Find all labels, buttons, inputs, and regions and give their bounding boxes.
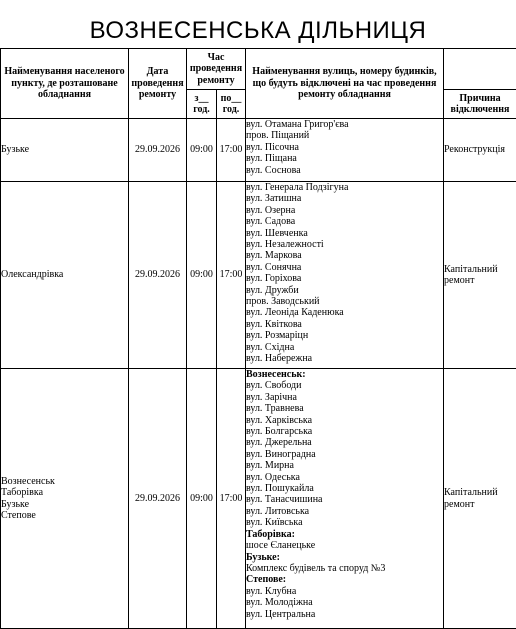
street-name: пров. Піщаний <box>246 130 443 141</box>
header-settlement-line: пункту, де розташоване <box>1 78 128 90</box>
settlement-name: Вознесенськ <box>1 476 128 487</box>
settlement-name: Таборівка <box>1 487 128 498</box>
street-name: вул. Озерна <box>246 205 443 216</box>
street-name: вул. Танасчишина <box>246 494 443 505</box>
street-name: вул. Одеська <box>246 472 443 483</box>
streets-cell <box>246 369 444 629</box>
date-cell: 29.09.2026 <box>129 119 187 182</box>
street-name: вул. Затишна <box>246 193 443 204</box>
street-name: вул. Леоніда Каденюка <box>246 307 443 318</box>
header-time <box>187 49 246 90</box>
street-name: вул. Квіткова <box>246 319 443 330</box>
time-from-cell: 09:00 <box>187 119 217 182</box>
reason-cell <box>444 119 516 182</box>
street-name: вул. Травнева <box>246 403 443 414</box>
street-name: вул. Мирна <box>246 460 443 471</box>
header-settlement-line: обладнання <box>1 89 128 101</box>
street-group-heading: Бузьке: <box>246 552 443 563</box>
reason-text: ремонт <box>444 275 516 286</box>
reason-cell <box>444 369 516 629</box>
reason-text: ремонт <box>444 499 516 510</box>
street-name: вул. Молодіжна <box>246 597 443 608</box>
header-time-line: Час <box>187 52 245 64</box>
street-name: вул. Соснова <box>246 165 443 176</box>
street-name: вул. Східна <box>246 342 443 353</box>
street-name: вул. Набережна <box>246 353 443 364</box>
settlement-name: Олександрівка <box>1 269 128 280</box>
reason-text: Реконструкція <box>444 144 516 155</box>
street-name: вул. Піщана <box>246 153 443 164</box>
header-date <box>129 49 187 119</box>
header-from <box>187 90 217 119</box>
settlement-name: Бузьке <box>1 499 128 510</box>
header-from-line: год. <box>187 104 216 116</box>
settlement-name: Степове <box>1 510 128 521</box>
street-name: шосе Єланецьке <box>246 540 443 551</box>
street-name: вул. Генерала Подзігуна <box>246 182 443 193</box>
header-date-line: проведення <box>129 78 186 90</box>
street-name: вул. Шевченка <box>246 228 443 239</box>
street-name: вул. Маркова <box>246 250 443 261</box>
reason-cell <box>444 182 516 369</box>
street-name: Комплекс будівель та споруд №3 <box>246 563 443 574</box>
header-date-line: ремонту <box>129 89 186 101</box>
street-group-heading: Степове: <box>246 574 443 585</box>
table-row <box>1 369 516 629</box>
header-to-line: по__ <box>217 93 245 105</box>
header-from-line: з__ <box>187 93 216 105</box>
street-name: вул. Зарічна <box>246 392 443 403</box>
street-name: вул. Литовська <box>246 506 443 517</box>
time-to-cell: 17:00 <box>217 119 246 182</box>
street-name: вул. Сонячна <box>246 262 443 273</box>
street-name: вул. Пісочна <box>246 142 443 153</box>
street-name: вул. Київська <box>246 517 443 528</box>
header-streets <box>246 49 444 119</box>
street-name: вул. Болгарська <box>246 426 443 437</box>
settlement-cell <box>1 369 129 629</box>
street-name: вул. Джерельна <box>246 437 443 448</box>
street-name: вул. Виноградна <box>246 449 443 460</box>
settlement-name: Бузьке <box>1 144 128 155</box>
street-name: вул. Харківська <box>246 415 443 426</box>
header-to <box>217 90 246 119</box>
settlement-cell <box>1 182 129 369</box>
header-spacer <box>444 49 516 90</box>
street-name: вул. Отамана Григор'єва <box>246 119 443 130</box>
page-title: ВОЗНЕСЕНСЬКА ДІЛЬНИЦЯ <box>0 14 516 48</box>
header-reason <box>444 90 516 119</box>
header-streets-line: ремонту обладнання <box>246 89 443 101</box>
streets-cell <box>246 119 444 182</box>
reason-text: Капітальний <box>444 487 516 498</box>
settlement-cell <box>1 119 129 182</box>
reason-text: Капітальний <box>444 264 516 275</box>
street-name: вул. Розмаріцн <box>246 330 443 341</box>
outage-schedule-table <box>0 48 516 629</box>
time-to-cell: 17:00 <box>217 182 246 369</box>
header-reason-line: Причина <box>444 93 516 105</box>
street-name: вул. Свободи <box>246 380 443 391</box>
header-settlement-line: Найменування населеного <box>1 66 128 78</box>
date-cell: 29.09.2026 <box>129 182 187 369</box>
header-streets-line: Найменування вулиць, номеру будинків, <box>246 66 443 78</box>
street-group-heading: Вознесенськ: <box>246 369 443 380</box>
table-row <box>1 182 516 369</box>
header-streets-line: що будуть відключені на час проведення <box>246 78 443 90</box>
time-from-cell: 09:00 <box>187 182 217 369</box>
street-name: вул. Незалежності <box>246 239 443 250</box>
street-name: вул. Садова <box>246 216 443 227</box>
time-from-cell: 09:00 <box>187 369 217 629</box>
streets-cell <box>246 182 444 369</box>
street-name: вул. Пошукайла <box>246 483 443 494</box>
header-to-line: год. <box>217 104 245 116</box>
time-to-cell: 17:00 <box>217 369 246 629</box>
header-time-line: проведення <box>187 63 245 75</box>
header-reason-line: відключення <box>444 104 516 116</box>
street-name: вул. Горіхова <box>246 273 443 284</box>
street-name: пров. Заводський <box>246 296 443 307</box>
street-group-heading: Таборівка: <box>246 529 443 540</box>
street-name: вул. Центральна <box>246 609 443 620</box>
date-cell: 29.09.2026 <box>129 369 187 629</box>
street-name: вул. Клубна <box>246 586 443 597</box>
header-settlement <box>1 49 129 119</box>
header-date-line: Дата <box>129 66 186 78</box>
header-time-line: ремонту <box>187 75 245 87</box>
table-row <box>1 119 516 182</box>
street-name: вул. Дружби <box>246 285 443 296</box>
